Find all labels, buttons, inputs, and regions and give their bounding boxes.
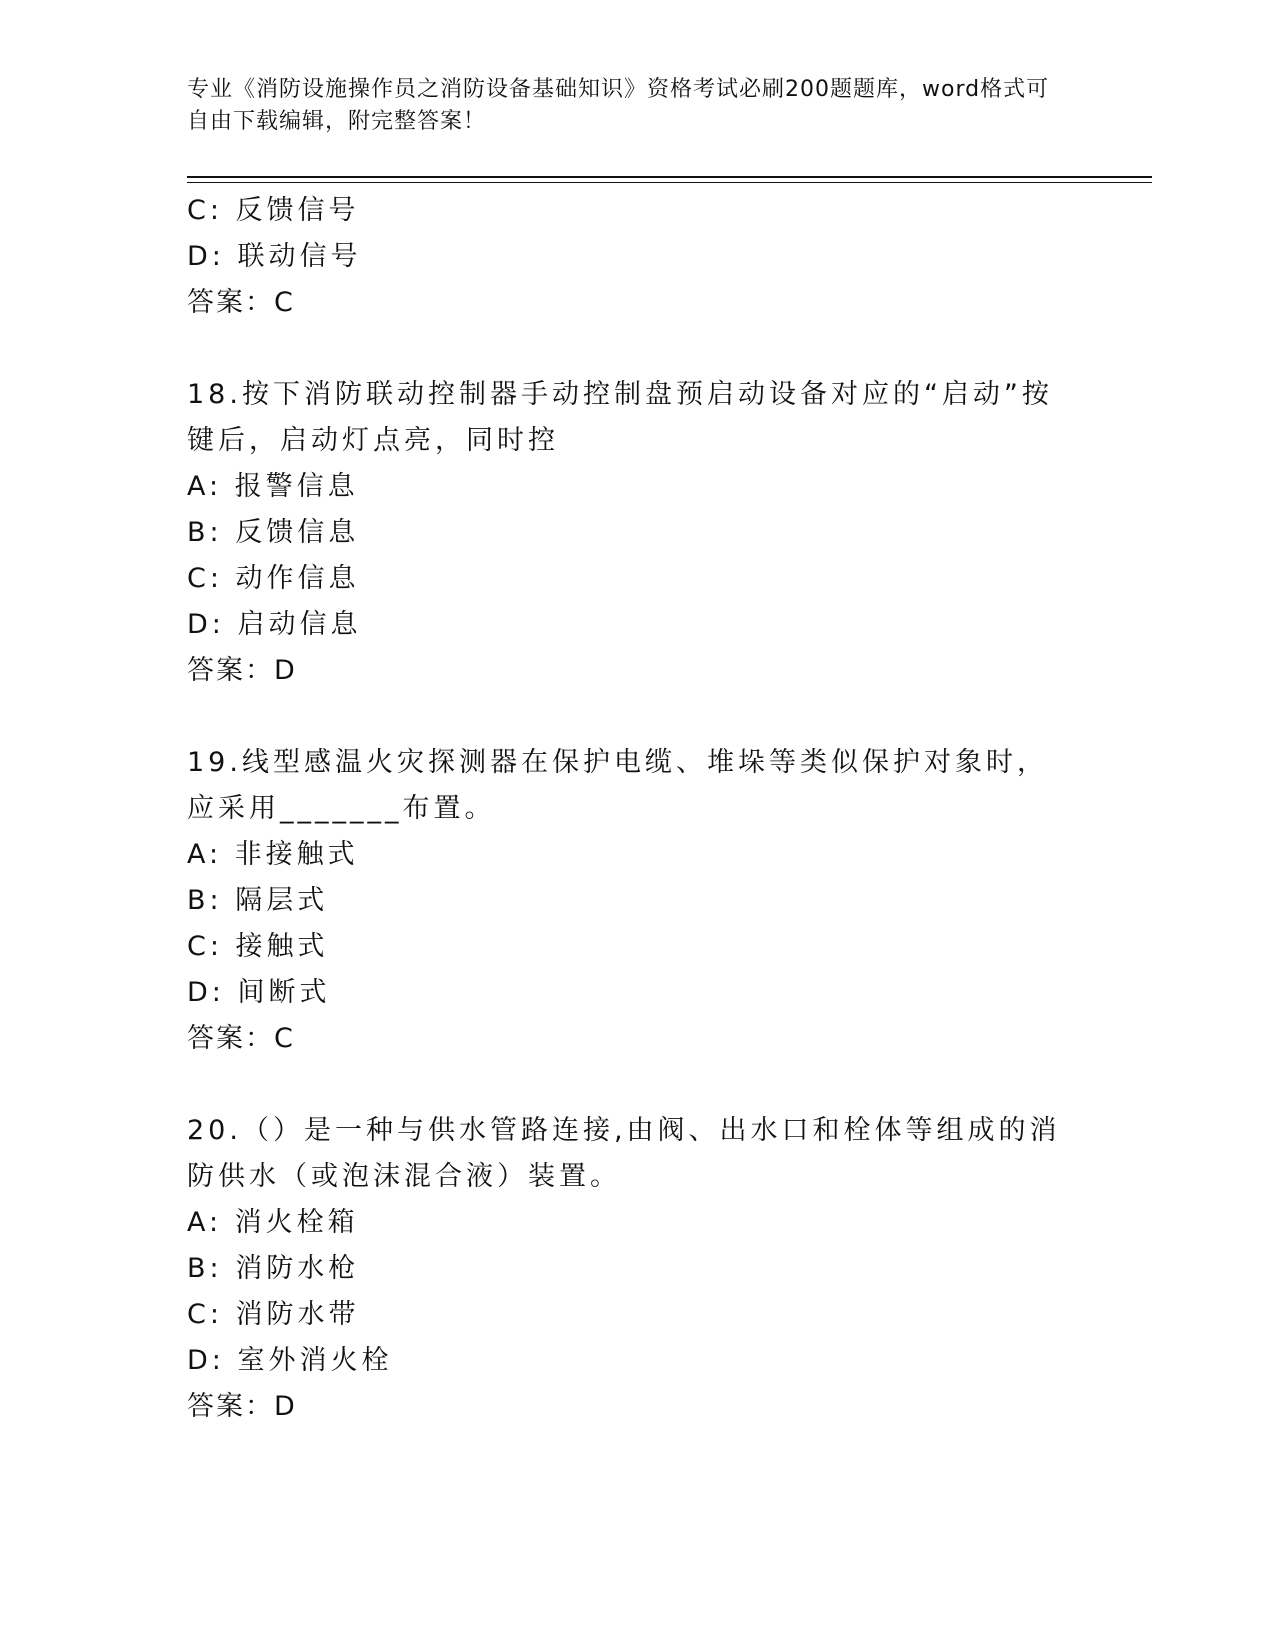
question-stem: 19.线型感温火灾探测器在保护电缆、堆垛等类似保护对象时，应采用_______布置。 [187,747,1048,824]
option-d: D: 室外消火栓 [187,1345,393,1376]
option-a: A: 非接触式 [187,839,359,870]
question-item [187,740,1087,1062]
option-a: A: 消火栓箱 [187,1207,359,1238]
option-c: C: 动作信息 [187,563,360,594]
option-d: D: 启动信息 [187,609,362,640]
answer-line: 答案：C [187,287,295,318]
option-d: D: 间断式 [187,977,331,1008]
answer-line: 答案：D [187,655,297,686]
page-header: 专业《消防设施操作员之消防设备基础知识》资格考试必刷200题题库，word格式可自由下载编辑，附完整答案！ [187,77,1050,134]
option-d: D: 联动信号 [187,241,362,272]
option-c: C: 接触式 [187,931,329,962]
answer-line: 答案：C [187,1023,295,1054]
question-stem: 18.按下消防联动控制器手动控制盘预启动设备对应的“启动”按键后，启动灯点亮，同时控 [187,379,1053,456]
header-divider-thick [187,176,1152,178]
answer-line: 答案：D [187,1391,297,1422]
question-item [187,1108,1087,1430]
header-divider-thin [187,182,1152,183]
option-b: B: 消防水枪 [187,1253,360,1284]
option-c: C: 反馈信号 [187,195,360,226]
option-b: B: 反馈信息 [187,517,360,548]
option-c: C: 消防水带 [187,1299,360,1330]
question-stem: 20.（）是一种与供水管路连接,由阀、出水口和栓体等组成的消防供水（或泡沫混合液）装置。 [187,1115,1061,1192]
question-item [187,372,1087,694]
option-b: B: 隔层式 [187,885,329,916]
question-list [187,188,1087,1430]
option-a: A: 报警信息 [187,471,359,502]
